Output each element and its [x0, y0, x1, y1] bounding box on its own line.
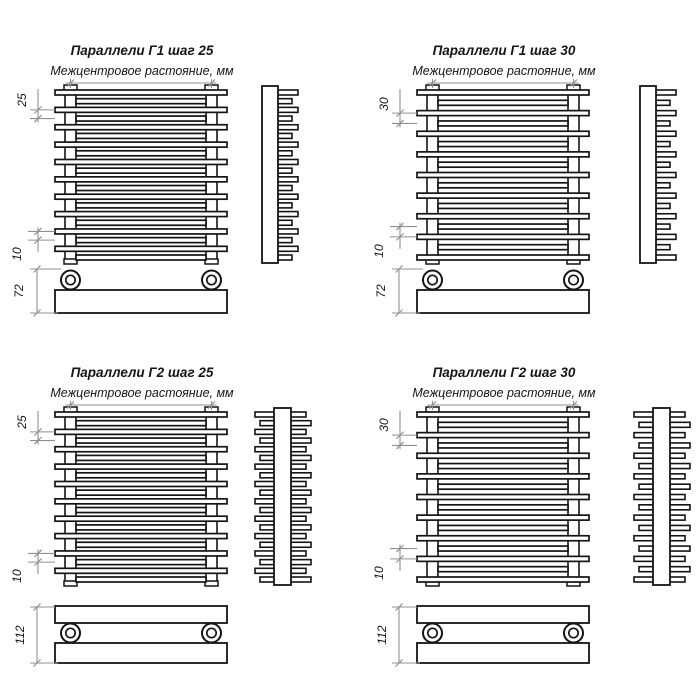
center-distance-label: Межцентровое растояние, мм — [50, 386, 234, 400]
drawing-Г2-25 — [28, 401, 311, 667]
pitch-dimension-label: 25 — [15, 93, 29, 107]
gap-dimension-label: 10 — [372, 566, 386, 580]
drawing-title: Параллели Г1 шаг 25 — [70, 43, 214, 58]
depth-dimension-label: 112 — [375, 625, 389, 645]
drawing-Г1-25 — [28, 79, 298, 317]
drawing-title: Параллели Г2 шаг 30 — [432, 365, 576, 380]
pitch-dimension-label: 25 — [15, 415, 29, 429]
bottom-view — [417, 271, 589, 314]
dimension-lines — [390, 401, 579, 667]
depth-dimension-label: 72 — [12, 284, 26, 298]
side-view — [255, 408, 311, 585]
center-distance-label: Межцентровое растояние, мм — [412, 64, 596, 78]
bottom-view — [417, 606, 589, 663]
center-distance-label: Межцентровое растояние, мм — [50, 64, 234, 78]
side-view — [634, 408, 690, 585]
drawing-Г2-30 — [390, 401, 690, 667]
front-view — [417, 85, 589, 264]
gap-dimension-label: 10 — [10, 569, 24, 583]
depth-dimension-label: 72 — [374, 284, 388, 298]
gap-dimension-label: 10 — [372, 244, 386, 258]
drawing-Г1-30 — [390, 79, 676, 317]
side-view — [640, 86, 676, 263]
side-view — [262, 86, 298, 263]
drawing-title: Параллели Г2 шаг 25 — [70, 365, 214, 380]
pitch-dimension-label: 30 — [377, 97, 391, 111]
center-distance-label: Межцентровое растояние, мм — [412, 386, 596, 400]
gap-dimension-label: 10 — [10, 247, 24, 261]
front-view — [55, 407, 227, 586]
pitch-dimension-label: 30 — [377, 418, 391, 432]
drawing-title: Параллели Г1 шаг 30 — [432, 43, 576, 58]
front-view — [417, 407, 589, 586]
front-view — [55, 85, 227, 264]
bottom-view — [55, 271, 227, 314]
bottom-view — [55, 606, 227, 663]
depth-dimension-label: 112 — [13, 625, 27, 645]
